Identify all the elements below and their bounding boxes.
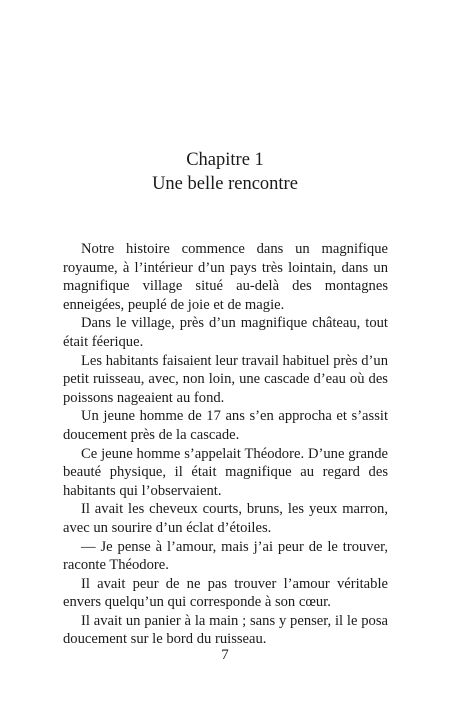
paragraph: Ce jeune homme s’appelait Théodore. D’une grande beauté physique, il était magnifique au regard des habitants qui l’observaient. (63, 445, 388, 499)
chapter-body (63, 240, 388, 649)
chapter-title: Une belle rencontre (152, 174, 298, 194)
paragraph: Un jeune homme de 17 ans s’en approcha et s’assit doucement près de la cascade. (63, 408, 388, 443)
paragraph: Il avait peur de ne pas trouver l’amour véritable envers quelqu’un qui corresponde à son cœur. (63, 575, 388, 611)
paragraph: Il avait les cheveux courts, bruns, les yeux marron, avec un sourire d’un éclat d’étoiles. (63, 501, 388, 536)
paragraph: Il avait un panier à la main ; sans y penser, il le posa doucement sur le bord du ruisseau. (63, 612, 388, 648)
paragraph: Les habitants faisaient leur travail habituel près d’un petit ruisseau, avec, non loin, une cascade d’eau où des poissons nageaient au fond. (63, 352, 388, 406)
dialogue-paragraph: — Je pense à l’amour, mais j’ai peur de le trouver, raconte Théodore. (63, 538, 388, 574)
chapter-number: Chapitre 1 (186, 150, 264, 170)
page-number: 7 (221, 647, 229, 663)
chapter-heading (0, 148, 450, 196)
paragraph: Notre histoire commence dans un magnifique royaume, à l’intérieur d’un pays très lointain, dans un magnifique village situé au-delà des montagnes enneigées, peuplé de joie et de magie. (63, 241, 388, 313)
paragraph: Dans le village, près d’un magnifique château, tout était féerique. (63, 315, 388, 350)
